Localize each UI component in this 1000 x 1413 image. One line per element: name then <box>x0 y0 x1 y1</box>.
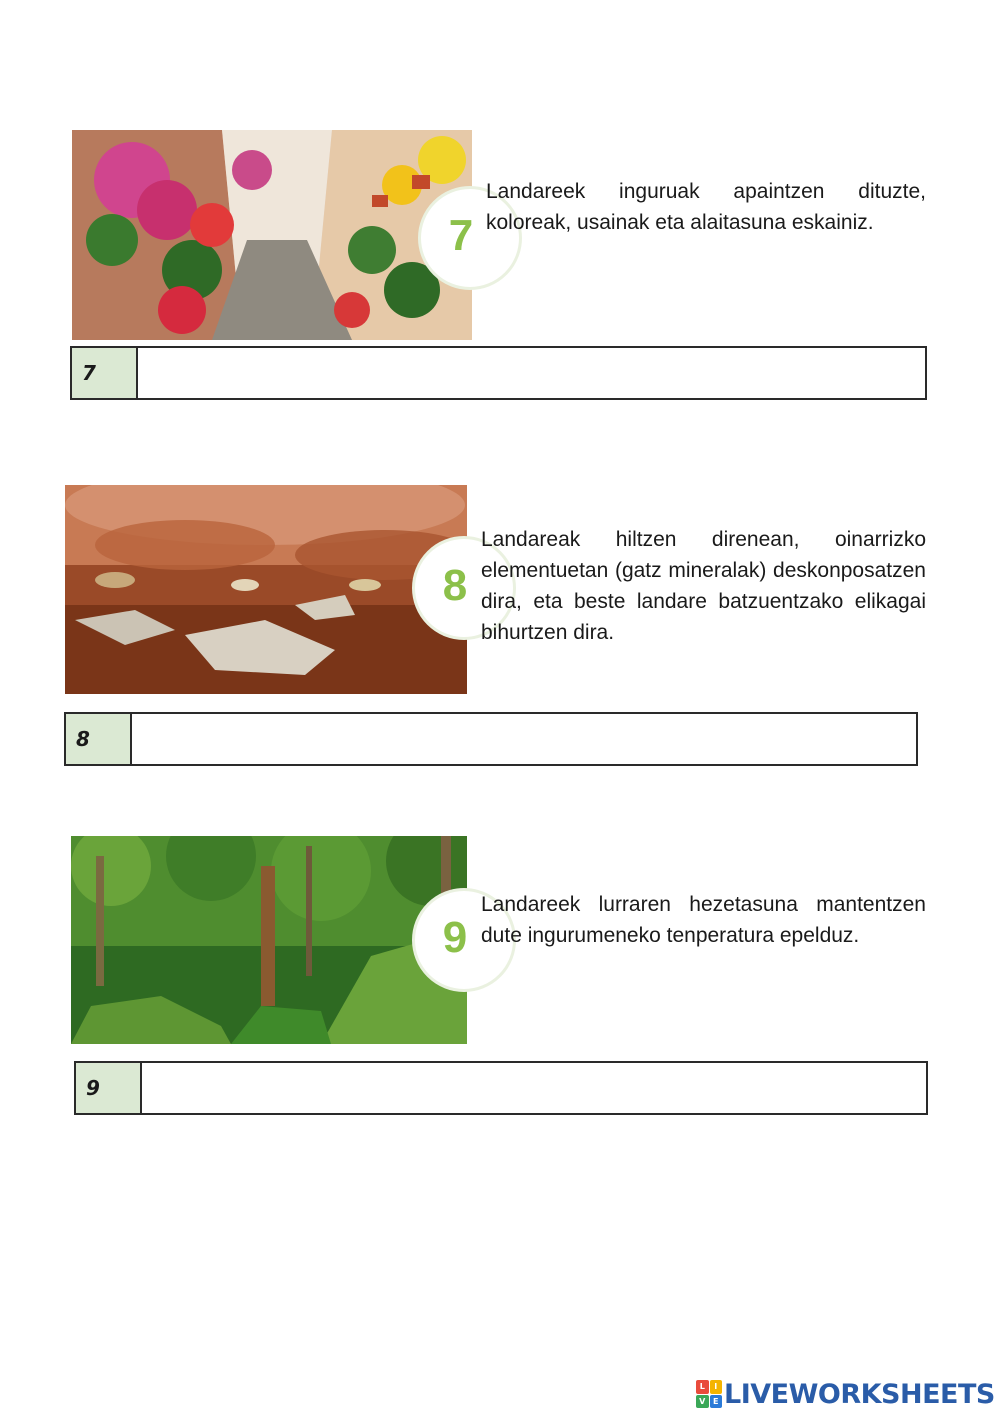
answer-row-8 <box>64 712 918 766</box>
answer-row-9 <box>74 1061 928 1115</box>
item-description-7: Landareek inguruak apaintzen dituzte, koloreak, usainak eta alaitasuna eskainiz. <box>486 180 926 234</box>
liveworksheets-logo-icon <box>696 1380 722 1408</box>
logo-letter-l: L <box>696 1380 709 1394</box>
liveworksheets-brand <box>696 1377 995 1411</box>
forest-floor-leaves-photo <box>65 485 467 694</box>
item-number-7: 7 <box>448 211 474 260</box>
item-description-8: Landareak hiltzen direnean, oinarrizko elementuetan (gatz mineralak) deskonposatzen dira, eta beste landare batzuentzako elikagai bihurtzen dira. <box>481 528 926 644</box>
logo-letter-i: I <box>710 1380 723 1394</box>
item-description-9: Landareek lurraren hezetasuna mantentzen dute ingurumeneko tenperatura epelduz. <box>481 893 926 947</box>
logo-letter-e: E <box>710 1395 723 1409</box>
answer-input-7[interactable] <box>138 348 925 398</box>
answer-label-8: 8 <box>66 714 132 764</box>
answer-row-7 <box>70 346 927 400</box>
answer-label-7: 7 <box>72 348 138 398</box>
flower-alley-photo <box>72 130 472 340</box>
brand-name: LIVEWORKSHEETS <box>724 1378 995 1410</box>
logo-letter-v: V <box>696 1395 709 1409</box>
answer-label-9: 9 <box>76 1063 142 1113</box>
item-number-9: 9 <box>442 913 468 962</box>
answer-input-9[interactable] <box>142 1063 926 1113</box>
answer-input-8[interactable] <box>132 714 916 764</box>
green-forest-photo <box>71 836 467 1044</box>
item-number-8: 8 <box>442 561 468 610</box>
